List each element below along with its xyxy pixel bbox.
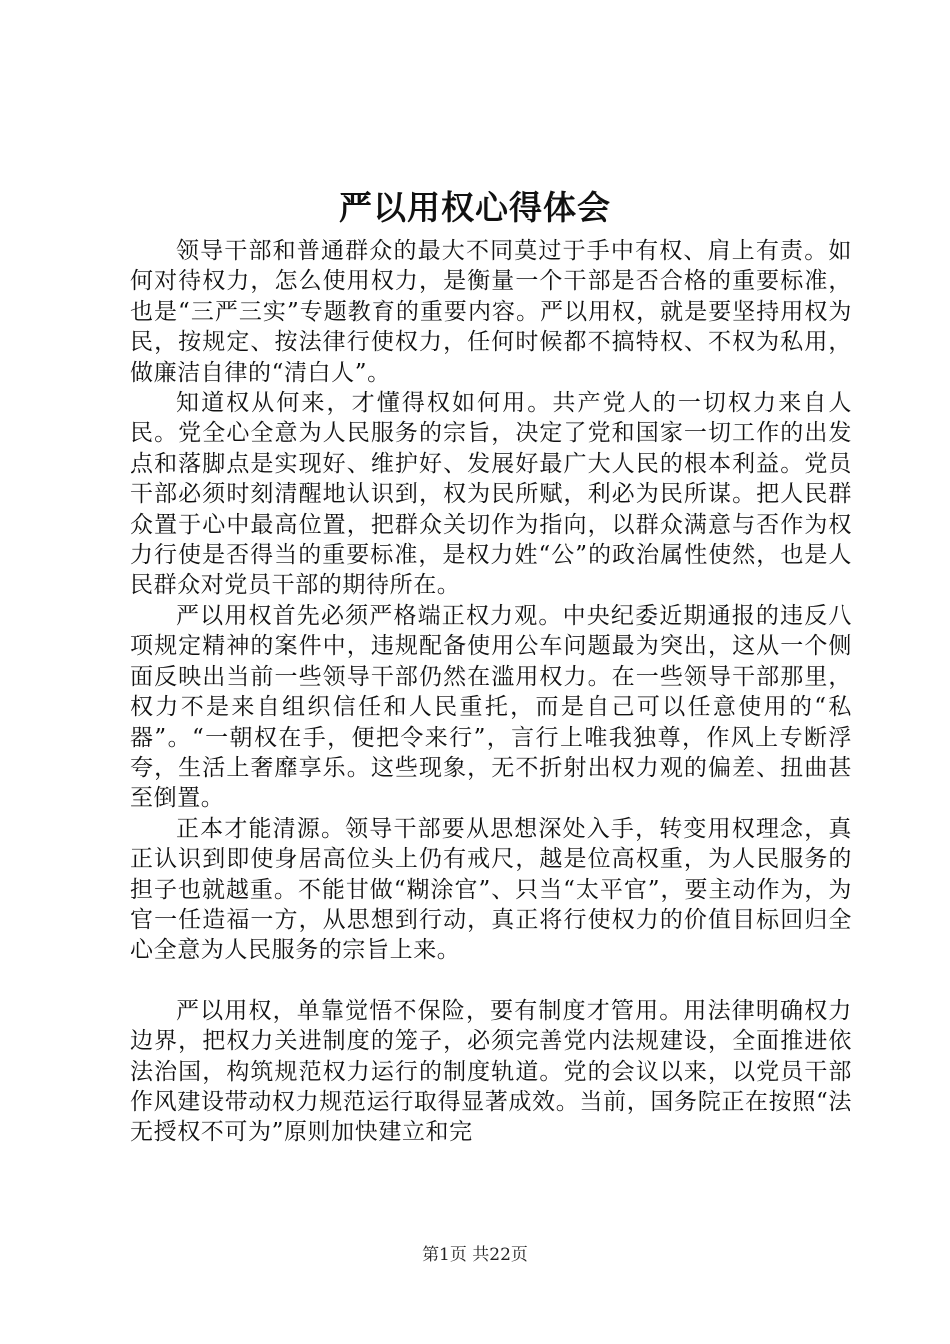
paragraph-2: 知道权从何来，才懂得权如何用。共产党人的一切权力来自人民。党全心全意为人民服务的宗旨，决定了党和国家一切工作的出发点和落脚点是实现好、维护好、发展好最广大人民的根本利益。党员干部必须时刻清醒地认识到，权为民所赋，利必为民所谋。把人民群众置于心中最高位置，把群众关切作为指向，以群众满意与否作为权力行使是否得当的重要标准，是权力姓“公”的政治属性使然，也是人民群众对党员干部的期待所在。 — [130, 390, 852, 599]
paragraph-1: 领导干部和普通群众的最大不同莫过于手中有权、肩上有责。如何对待权力，怎么使用权力，是衡量一个干部是否合格的重要标准，也是“三严三实”专题教育的重要内容。严以用权，就是要坚持用权为民，按规定、按法律行使权力，任何时候都不搞特权、不权为私用，做廉洁自律的“清白人”。 — [130, 238, 852, 386]
document-body — [130, 236, 852, 1148]
page-number: 第1页 共22页 — [422, 1245, 528, 1265]
document-title: 严以用权心得体会 — [339, 188, 611, 227]
paragraph-5: 严以用权，单靠觉悟不保险，要有制度才管用。用法律明确权力边界，把权力关进制度的笼子，必须完善党内法规建设，全面推进依法治国，构筑规范权力运行的制度轨道。党的会议以来，以党员干部作风建设带动权力规范运行取得显著成效。当前，国务院正在按照“法无授权不可为”原则加快建立和完 — [130, 997, 852, 1146]
paragraph-4: 正本才能清源。领导干部要从思想深处入手，转变用权理念，真正认识到即使身居高位头上仍有戒尺，越是位高权重，为人民服务的担子也就越重。不能甘做“糊涂官”、只当“太平官”，要主动作为，为官一任造福一方，从思想到行动，真正将行使权力的价值目标回归全心全意为人民服务的宗旨上来。 — [130, 815, 852, 964]
paragraph-3: 严以用权首先必须严格端正权力观。中央纪委近期通报的违反八项规定精神的案件中，违规配备使用公车问题最为突出，这从一个侧面反映出当前一些领导干部仍然在滥用权力。在一些领导干部那里，权力不是来自组织信任和人民重托，而是自己可以任意使用的“私器”。“一朝权在手，便把令来行”，言行上唯我独尊，作风上专断浮夸，生活上奢靡享乐。这些现象，无不折射出权力观的偏差、扭曲甚至倒置。 — [130, 602, 852, 812]
paragraph-gap — [130, 966, 852, 996]
